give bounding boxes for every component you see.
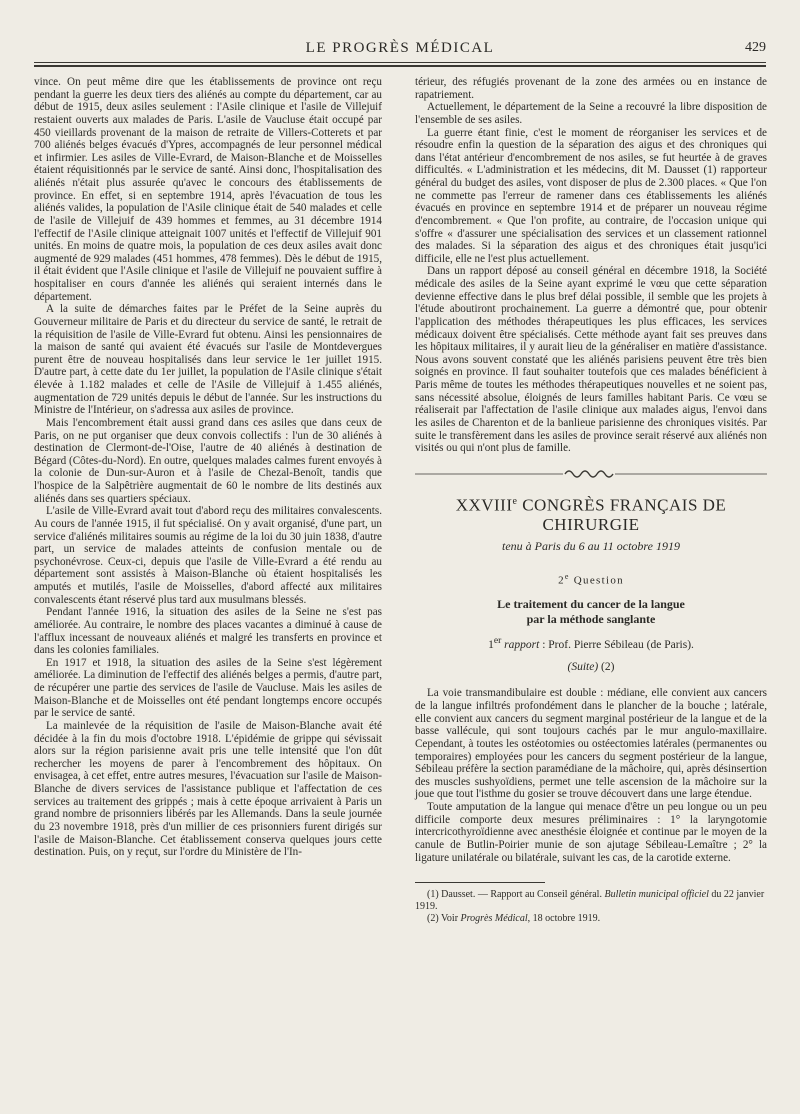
footnote-rule bbox=[415, 882, 545, 883]
footnote-text: , 18 octobre 1919. bbox=[527, 913, 601, 925]
article-title bbox=[415, 597, 767, 627]
paragraph: L'asile de Ville-Evrard avait tout d'abord reçu des militaires convalescents. Au cours de l'année 1915, il fut spécialisé. On y avait organisé, d'une part, un service d'aliénés militaires soumis au régime de la loi du 30 juin 1838, d'autre part, un service de malades atteints de confusion mentale ou de psychonévrose. Ceux-ci, depuis que l'asile de Ville-Evrard a été rendu au département sont assistés à Maison-Blanche où étaient hospitalisés les amputés et mutilés, l'asile de Moisselles, d'abord affecté aux militaires convalescents étant réservé plus tard aux musulmans blessés. bbox=[34, 505, 382, 606]
footnote-text: du 22 janvier 1919. bbox=[415, 889, 765, 913]
paragraph: Toute amputation de la langue qui menace d'être un peu longue ou un peu difficile comporte deux mesures préliminaires : 1° la laryngotomie intercricothyroïdienne avec anesthésie éloignée et continue par le moyen de la canule de Butlin-Poirier munie de son ajutage Sébileau-Lemaître ; 2° la ligature unilatérale ou bilatérale, suivant les cas, de la carotide externe. bbox=[415, 801, 767, 864]
rapport-sup: er bbox=[493, 635, 502, 647]
article-title-line: Le traitement du cancer de la langue bbox=[497, 597, 685, 612]
rapport-line bbox=[415, 635, 767, 651]
section-divider bbox=[415, 468, 767, 480]
question-label bbox=[415, 571, 767, 587]
paragraph: Dans un rapport déposé au conseil général en décembre 1918, la Société médicale des asiles de la Seine ayant exprimé le vœu que cette séparation devienne effective dans le plus bref délai possible, il semble que les projets à l'étude aboutiront prochainement. La guerre a démontré que, pour obtenir l'application des méthodes thérapeutiques les plus efficaces, les services médicaux doivent être spécialisés. Cette méthode ayant fait ses preuves dans les hôpitaux militaires, il y aurait lieu de la généraliser en matière d'assistance. Nous avons souvent constaté que les aliénés parisiens peuvent être très bien soignés en province. Il faut souhaiter toutefois que ces malades bénéficient à Paris même de toutes les méthodes thérapeutiques nouvelles et ne soient pas, sans nécessité absolue, éloignés de leurs familles habitant Paris. Ce vœu se réaliserait par l'affectation de l'asile clinique aux malades aigus, l'envoi dans les asiles de Charenton et de la banlieue parisienne des chroniques visités. Par suite le transfèrement dans les asiles de province serait réservé aux aliénés non visités ou qui n'ont plus de famille. bbox=[415, 265, 767, 455]
footnote-italic: Progrès Médical bbox=[460, 913, 528, 925]
footnote-text: (2) Voir bbox=[427, 913, 461, 925]
question-word: Question bbox=[569, 574, 624, 587]
paragraph: Pendant l'année 1916, la situation des asiles de la Seine ne s'est pas améliorée. Au contraire, le nombre des places vacantes a diminué à cause de l'afflux incessant de nouveaux aliénés et malgré les transferts en province et dans les colonies familiales. bbox=[34, 606, 382, 657]
paragraph: La voie transmandibulaire est double : médiane, elle convient aux cancers de la langue infiltrés profondément dans le plancher de la bouche ; latérale, elle convient aux cancers du segment marginal postérieur de la langue et de la basse vallécule, qui sont toujours cachés par le mur angulo-maxillaire. Cependant, à toutes les ostéotomies ou ostéectomies latérales (permanentes ou temporaires) employées pour les cancers du segment postérieur de la langue, Sébileau préfère la section paramédiane de la mâchoire, qui, après désinsertion des muscles sushyoïdiens, permet une telle ascension de la mâchoire sur la joue que tout l'isthme du gosier se trouve découvert dans une large étendue. bbox=[415, 687, 767, 801]
paragraph: A la suite de démarches faites par le Préfet de la Seine auprès du Gouverneur militaire de Paris et du directeur du service de santé, le retrait de la réquisition de l'asile de Ville-Evrard fut obtenu. Ainsi les pensionnaires de la maison de santé qui avaient été évacués sur l'asile de Montdevergues purent être de nouveau hospitalisés dans leur service le 1er juillet 1915. D'autre part, à cette date du 1er juillet, la population de l'Asile clinique s'était élevée à 1.182 malades et celle de l'Asile de Villejuif à 1.455 aliénés, augmentation de 729 unités depuis le début de l'année. Sur les instructions du Ministre de l'Intérieur, on s'adressa aux asiles de province. bbox=[34, 303, 382, 417]
congress-subtitle: tenu à Paris du 6 au 11 octobre 1919 bbox=[502, 539, 680, 554]
rapport-author: : Prof. Pierre Sébileau (de Paris). bbox=[539, 639, 694, 652]
congress-title-rest: CONGRÈS FRANÇAIS DE CHIRURGIE bbox=[517, 495, 727, 535]
footnote-text: (1) Dausset. — Rapport au Conseil général. bbox=[427, 889, 605, 901]
journal-title: LE PROGRÈS MÉDICAL bbox=[305, 40, 495, 56]
paragraph: La mainlevée de la réquisition de l'asile de Maison-Blanche avait été décidée à la fin du mois d'octobre 1918. L'épidémie de grippe qui sévissait alors sur la région parisienne avait pris une telle intensité que l'on dût rechercher les moyens de parer à l'encombrement des hôpitaux. On envisagea, à cet effet, entre autres mesures, l'évacuation sur l'asile de Maison-Blanche de divers services de l'assistance publique et l'affectation de ces services au traitement des grippés ; mais à cette époque arrivaient à Paris un grand nombre de prisonniers libérés par les Allemands. Dans la seule journée du 23 novembre 1918, près d'un millier de ces prisonniers furent dirigés sur l'asile de Maison-Blanche. Cet établissement conserva quelques jours cette destination. Puis, on y reçut, sur l'ordre du Ministère de l'In- bbox=[34, 719, 382, 859]
footnote bbox=[415, 889, 767, 913]
footnote-italic: Bulletin municipal officiel bbox=[604, 889, 709, 901]
question-number: 2 bbox=[558, 574, 565, 587]
paragraph: vince. On peut même dire que les établissements de province ont reçu pendant la guerre les deux tiers des aliénés au compte du département, car au début de 1915, deux asiles seulement : l'Asile clinique et l'asile de Villejuif restaient ouverts aux malades de Paris. L'asile de Vaucluse était occupé par 450 vieillards provenant de la maison de retraite de Villers-Cotterets et par 700 aliénés belges évacués d'Ypres, accompagnés de leur personnel médical et infirmier. Les asiles de Ville-Evrard, de Maison-Blanche et de Moisselles étaient réquisitionnés par le service de santé. Ainsi donc, l'hospitalisation des aliénés n'était plus assurée qu'avec le concours des établissements de province. En effet, si en septembre 1914, après l'évacuation de tous les aliénés valides, la population de l'Asile clinique était de 540 malades et celle de l'asile de Villejuif de 439 hommes et femmes, au 31 décembre 1914 l'effectif de l'Asile clinique atteignait 1007 unités et l'effectif de Villejuif 901 unités. En moins de quatre mois, la population de ces deux asiles avait donc augmenté de 929 malades (451 hommes, 478 femmes). Dès le début de 1915, il était évident que l'Asile clinique et l'asile de Villejuif ne pouvaient suffire à hospitaliser en cours d'année les aliénés qui seraient internés dans le département. bbox=[34, 76, 382, 303]
congress-title-prefix: XXVIII bbox=[455, 495, 513, 515]
right-column bbox=[415, 76, 767, 1074]
page-number: 429 bbox=[745, 40, 766, 55]
paragraph: En 1917 et 1918, la situation des asiles de la Seine s'est légèrement améliorée. La diminution de l'effectif des aliénés belges a permis, d'autre part, de récupérer une partie des services de l'asile de Vaucluse. Mais les asiles de Maison-Blanche et de Moisselles ont été pendant longtemps encore occupés par le service de santé. bbox=[34, 656, 382, 720]
header-rule-top bbox=[34, 62, 766, 63]
footnote bbox=[415, 913, 767, 925]
running-header bbox=[34, 38, 766, 60]
question-sup: e bbox=[564, 572, 570, 582]
paragraph: térieur, des réfugiés provenant de la zone des armées ou en instance de rapatriement. bbox=[415, 76, 767, 101]
paragraph: La guerre étant finie, c'est le moment de réorganiser les services et de résoudre enfin la question de la séparation des aigus et des chroniques qui dans l'état antérieur d'encombrement de nos asiles, se fut heurtée à de graves difficultés. « L'administration et les médecins, dit M. Dausset (1) rapporteur général du budget des asiles, vont disposer de plus de 2.300 places. « Que l'on ne commette pas l'erreur de ramener dans ces établissements les aliénés évacués en province en septembre 1914 et de préparer un nouveau régime d'encombrement. « Que l'on profite, au contraire, de l'occasion unique qui s'offre « d'assurer une spécialisation des services et un classement rationnel des malades. Si la séparation des aigus et des chroniques était jusqu'ici difficile, elle ne l'est plus actuellement. bbox=[415, 126, 767, 265]
header-rule-bottom bbox=[34, 65, 766, 67]
article-title-line: par la méthode sanglante bbox=[526, 612, 656, 627]
rapport-number: 1 bbox=[488, 639, 494, 652]
congress-title-sup: e bbox=[512, 495, 518, 507]
suite-ref: (2) bbox=[598, 660, 615, 673]
left-column bbox=[34, 76, 382, 1074]
suite-line bbox=[415, 661, 767, 674]
rapport-word: rapport bbox=[501, 639, 540, 652]
congress-title bbox=[415, 492, 767, 536]
suite-word: (Suite) bbox=[567, 660, 599, 673]
ornamental-divider-icon bbox=[415, 468, 767, 480]
paragraph: Mais l'encombrement était aussi grand dans ces asiles que dans ceux de Paris, on ne put organiser que deux convois collectifs : l'un de 30 aliénés à destination de Clermont-de-l'Oise, l'autre de 40 aliénés à destination de Bégard (Côtes-du-Nord). En outre, quelques malades calmes furent envoyés à la colonie de Dun-sur-Auron et à l'asile de Chezal-Benoît, tandis que l'hospice de la Salpêtrière augmentait de 60 le nombre de lits destinés aux aliénés dans ses quartiers spéciaux. bbox=[34, 416, 382, 505]
paragraph: Actuellement, le département de la Seine a recouvré la libre disposition de l'ensemble de ses asiles. bbox=[415, 101, 767, 126]
